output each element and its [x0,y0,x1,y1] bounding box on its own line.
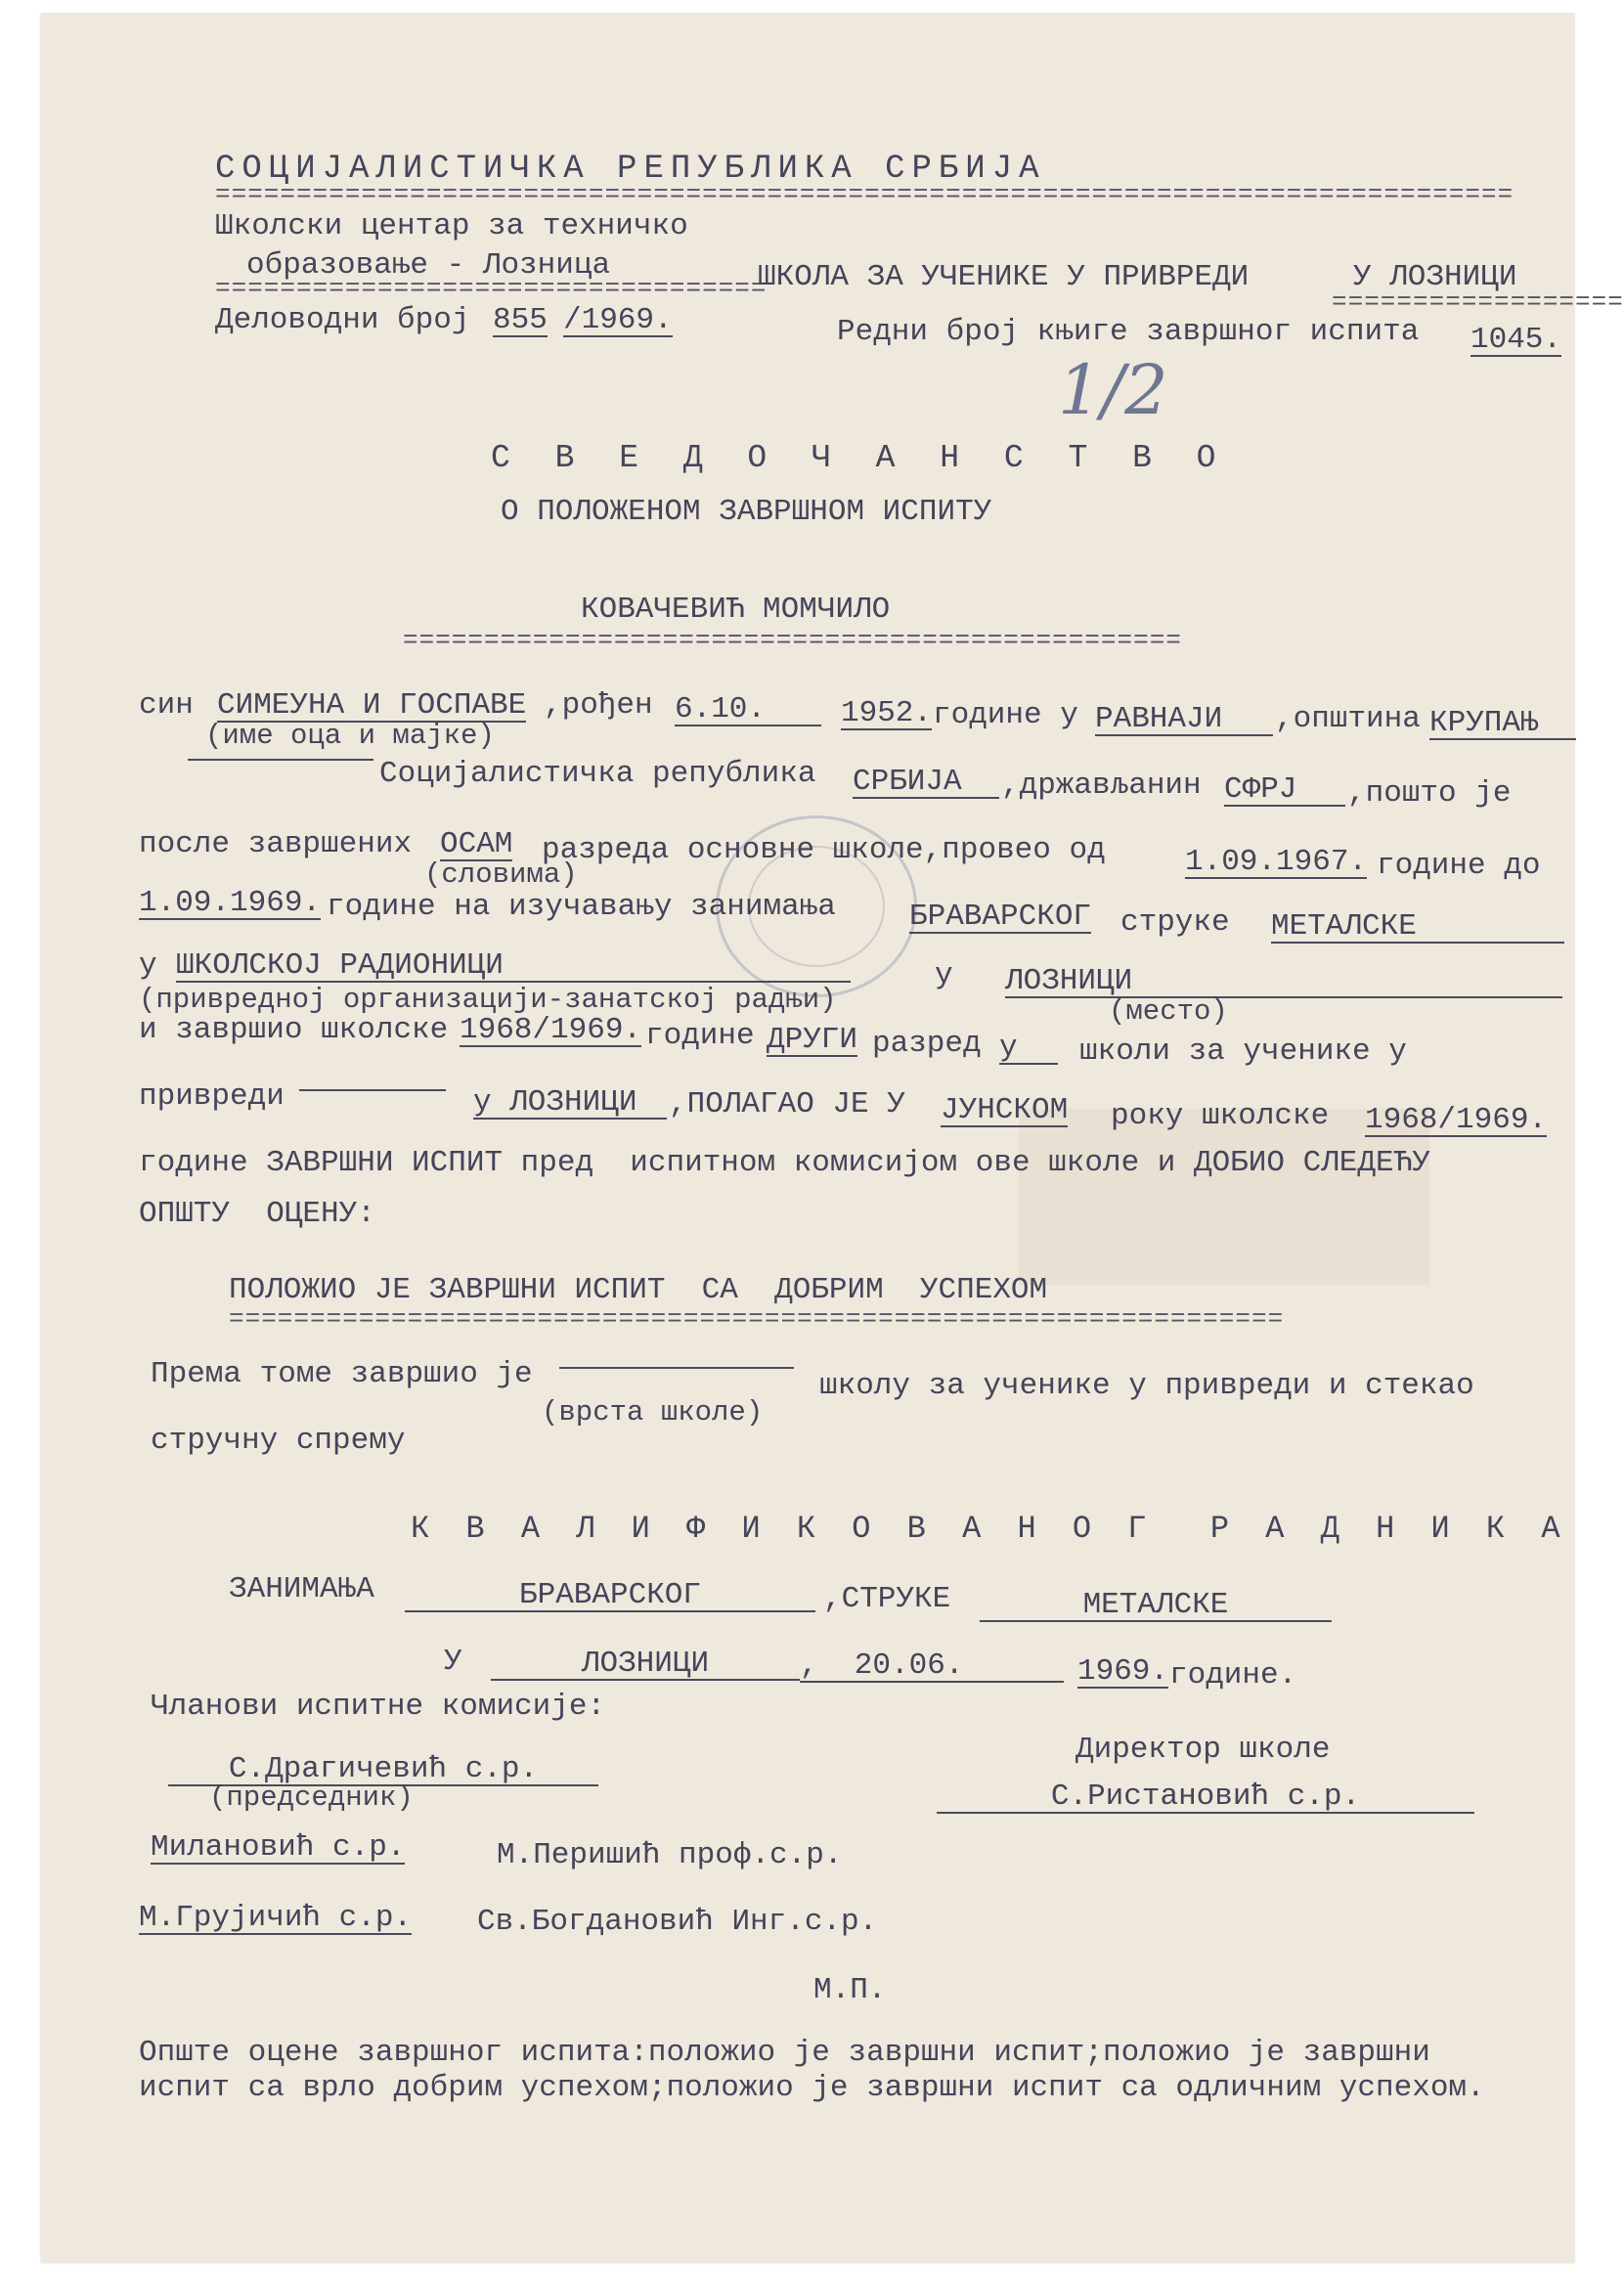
economy-text: привреди [139,1079,285,1114]
grades-count: ОСАМ [440,827,513,861]
place-caption: (место) [1109,995,1228,1028]
director-label: Директор школе [1075,1733,1331,1767]
trade-label: струке [1120,905,1230,940]
blank-field [188,759,373,761]
in-loznica: у ЛОЗНИЦИ [473,1087,667,1120]
text-born: ,рођен [544,688,653,723]
in-label: у [139,948,157,983]
conclusion-text-2: школу за ученике у привреди и стекао [819,1369,1474,1403]
school-name: ШКОЛА ЗА УЧЕНИКЕ У ПРИВРЕДИ [758,260,1250,294]
commission-member-2: М.Перишић проф.с.р. [497,1838,843,1872]
parents-caption: (име оца и мајке) [205,720,495,752]
commission-member-4: Св.Богдановић Инг.с.р. [477,1905,878,1939]
seal-mark: М.П. [813,1973,887,2007]
handwritten-number: 1/2 [1058,350,1168,430]
exam-result: ПОЛОЖИО ЈЕ ЗАВРШНИ ИСПИТ СА ДОБРИМ УСПЕХОМ [229,1273,1048,1307]
commission-label: Чланови испитне комисије: [151,1690,606,1724]
issue-place: ЛОЗНИЦИ [491,1649,800,1681]
citizen-label: ,држављанин [1001,769,1202,803]
text-since: ,пошто је [1347,776,1512,811]
book-label: Редни број књиге завршног испита [837,315,1420,349]
place: ЛОЗНИЦИ [1005,966,1562,998]
text-year-in: године у [933,698,1078,732]
republic-label: Социјалистичка република [379,757,816,791]
grade: ДРУГИ [767,1023,858,1057]
workshop-caption: (привредној организацији-занатској радњи) [139,984,837,1016]
certificate-subtitle: О ПОЛОЖЕНОМ ЗАВРШНОМ ИСПИТУ [501,495,992,529]
republic-heading: СОЦИЈАЛИСТИЧКА РЕПУБЛИКА СРБИЈА [215,151,1046,188]
from-date: 1.09.1967. [1185,845,1368,879]
qualification-occupation: БРАВАРСКОГ [405,1580,815,1612]
text-after: после завршених [139,827,413,861]
year-label: године [645,1019,755,1053]
record-number: 855 [493,303,548,337]
document-paper: СОЦИЈАЛИСТИЧКА РЕПУБЛИКА СРБИЈА ================================================================================ Школски центар за техничко образовање - Лозница ================================== ШКОЛА ЗА УЧЕНИКЕ У ПРИВРЕДИ У ЛОЗНИЦИ ================== Деловодни број 855 /1969. Редни број књиге завршног испита 1045. 1/2 С В Е Д О Ч А Н С Т В О О ПОЛОЖЕНОМ ЗАВРШНОМ ИСПИТУ КОВАЧЕВИЋ МОМЧИЛО ================================================ син СИМЕУНА И ГОСПАВЕ ,рођен 6.10. 1952. године у РАВНАЈИ ,општина КРУПАЊ (име оца и мајке) Социјалистичка република СРБИЈА ,држављанин СФРЈ ,пошто је после завршених ОСАМ разреда основне школе,провео од 1.09.1967. године до (словима) 1.09.1969. године на изучавању занимања БРАВАРСКОГ струке МЕТАЛСКЕ у ШКОЛСКОЈ РАДИОНИЦИ у ЛОЗНИЦИ (привредној организацији-занатској радњи) (место) и завршио школске 1968/1969. године ДРУГИ разред у школи за ученике у привреди у ЛОЗНИЦИ ,ПОЛАГАО ЈЕ У ЈУНСКОМ року школске 1968/1969. године ЗАВРШНИ ИСПИТ пред испитном комисијом ове школе и ДОБИО СЛЕДЕЋУ ОПШТУ ОЦЕНУ: ПОЛОЖИО ЈЕ ЗАВРШНИ ИСПИТ СА ДОБРИМ УСПЕХОМ ================================================================= Према томе завршио је школу за ученике у привреди и стекао (врста школе) стручну спрему К В А Л И Ф И К О В А Н О Г Р А Д Н И К А ЗАНИМАЊА БРАВАРСКОГ ,СТРУКЕ МЕТАЛСКЕ У ЛОЗНИЦИ , 20.06. 1969. године. Чланови испитне комисије: Директор школе С.Драгичевић с.р. (председник) С.Ристановић с.р. Милановић с.р. М.Перишић проф.с.р. М.Грујичић с.р. Св.Богдановић Инг.с.р. М.П. Опште оцене завршног испита:положио је завршни испит;положио је завршни испит са врло добрим успехом;положио је завршни испит са одличним успехом. [41,14,1574,2263]
exam-line: године ЗАВРШНИ ИСПИТ пред испитном комисијом ове школе и ДОБИО СЛЕДЕЋУ [139,1146,1430,1180]
to-date: 1.09.1969. [139,886,322,920]
occupation-label: ЗАНИМАЊА [229,1572,374,1606]
exam-term: ЈУНСКОМ [941,1093,1069,1127]
student-name: КОВАЧЕВИЋ МОМЧИЛО [581,593,891,627]
birth-year: 1952. [841,696,933,730]
commission-member-3: М.Грујичић с.р. [139,1901,413,1935]
municipality-label: ,општина [1275,702,1421,736]
issue-year: 1969. [1077,1654,1169,1689]
term-text: року школске [1111,1099,1330,1133]
in-label-2: у [935,958,953,992]
birth-day: 6.10. [675,694,821,726]
passed-text: ,ПОЛАГАО ЈЕ У [669,1087,905,1121]
footer-line-1: Опште оцене завршног испита:положио је завршни испит;положио је завршни [139,2036,1430,2070]
book-number: 1045. [1470,323,1562,357]
commission-member-1: Милановић с.р. [151,1830,406,1865]
director-name: С.Ристановић с.р. [937,1781,1474,1814]
school-city: У ЛОЗНИЦИ [1353,260,1517,294]
blank-school-type [559,1367,794,1369]
qualification-title: К В А Л И Ф И К О В А Н О Г Р А Д Н И К А [411,1511,1569,1547]
parents-names: СИМЕУНА И ГОСПАВЕ [217,688,527,723]
occupation: БРАВАРСКОГ [909,900,1092,934]
text-son: син [139,688,194,723]
grade-line: ОПШТУ ОЦЕНУ: [139,1197,375,1231]
trade: МЕТАЛСКЕ [1271,911,1564,944]
studying-text: године на изучавању занимања [327,890,836,924]
grade-text: разред [872,1027,982,1061]
birth-place: РАВНАЈИ [1095,704,1273,736]
president-caption: (председник) [209,1781,414,1814]
municipality: КРУПАЊ [1429,708,1576,740]
issue-date: , 20.06. [800,1650,1064,1683]
commission-president: С.Драгичевић с.р. [168,1754,598,1786]
citizenship: СФРЈ [1224,774,1345,807]
center-line-1: Школски центар за техничко [215,209,688,243]
workshop: ШКОЛСКОЈ РАДИОНИЦИ [176,950,851,983]
place-in: У [444,1645,462,1679]
issue-year-label: године. [1169,1658,1297,1693]
words-caption: (словима) [424,858,578,891]
trade-label-2: ,СТРУКЕ [823,1582,951,1616]
footer-line-2: испит са врло добрим успехом;положио је завршни испит са одличним успехом. [139,2071,1485,2105]
conclusion-text-1: Према томе завршио је [151,1357,533,1391]
school-year: 1968/1969. [460,1013,642,1047]
in-school: у [999,1033,1058,1065]
conclusion-text-3: стручну спрему [151,1424,406,1458]
republic-value: СРБИЈА [853,767,999,799]
to-label: године до [1377,849,1541,883]
school-type-caption: (врста школе) [542,1396,764,1429]
blank-field [299,1089,446,1091]
grades-text: разреда основне школе,провео од [542,833,1106,867]
school-text: школи за ученике у [1079,1034,1407,1069]
completed-school: и завршио школске [139,1013,449,1047]
record-year: /1969. [563,303,673,337]
center-line-2: образовање - Лозница [246,248,611,283]
term-year: 1968/1969. [1365,1103,1548,1137]
qualification-trade: МЕТАЛСКЕ [980,1590,1332,1622]
certificate-title: С В Е Д О Ч А Н С Т В О [491,440,1229,476]
record-label: Деловодни број [215,303,470,337]
